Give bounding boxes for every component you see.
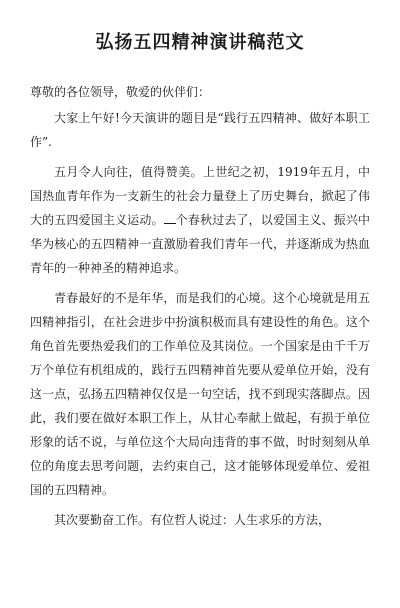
paragraph-1: 大家上午好!今天演讲的题目是“践行五四精神、做好本职工作”. <box>30 111 370 149</box>
paragraph-2-text-b: 个春秋过去了，以爱国主义、振兴中华为核心的五四精神一直激励着我们青年一代，并逐渐成为热血青年的一种神圣的精神追求。 <box>30 213 370 275</box>
paragraph-3: 青春最好的不是年华，而是我们的心境。这个心境就是用五四精神指引，在社会进步中扮演积极而具有建设性的角色。这个角色首先要热爱我们的工作单位及其岗位。一个国家是由千千万万个单位有机组成的，践行五四精神首先要从爱单位开始，没有这一点，弘扬五四精神仅仅是一句空话，找不到现实落脚点。因此，我们要在做好本职工作上，从甘心奉献上做起，有损于单位形象的话不说，与单位这个大局向违背的事不做，时时刻刻从单位的角度去思考问题，去约束自己，这才能够体现爱单位、爱祖国的五四精神。 <box>30 291 370 497</box>
paragraph-4: 其次要勤奋工作。有位哲人说过：人生求乐的方法， <box>54 513 331 527</box>
paragraph-2 <box>30 160 370 280</box>
paragraph-2-text-a: 五月令人向往，值得赞美。上世纪之初，1919年五月，中国热血青年作为一支新生的社会力量登上了历史舞台，掀起了伟大的五四爱国主义运动。 <box>30 165 370 227</box>
document-title: 弘扬五四精神演讲稿范文 <box>95 32 305 53</box>
blank-underline <box>164 222 176 224</box>
salutation: 尊敬的各位领导，敬爱的伙伴们： <box>30 85 211 99</box>
